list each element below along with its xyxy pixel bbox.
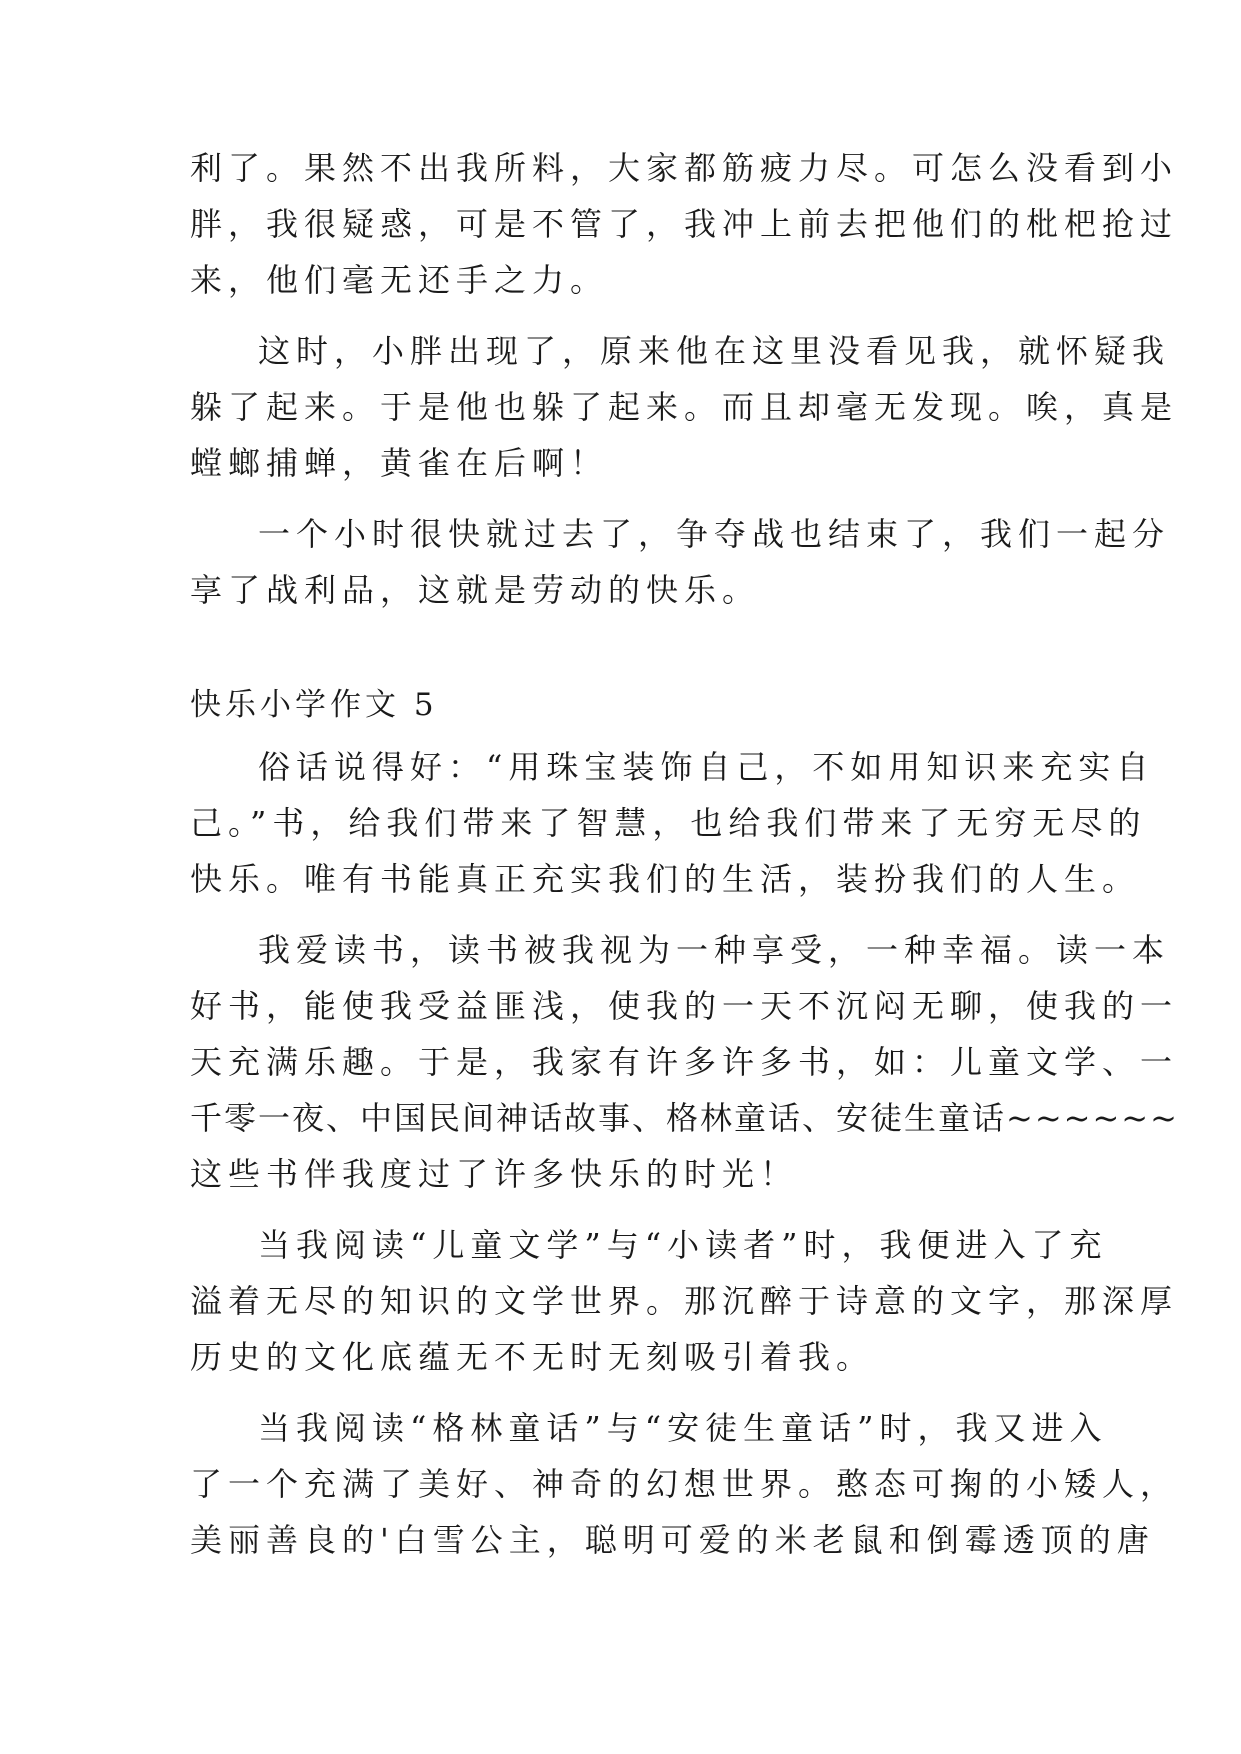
paragraph-line: 我爱读书，读书被我视为一种享受，一种幸福。读一本 (258, 931, 1171, 969)
paragraph-line: 了一个充满了美好、神奇的幻想世界。憨态可掬的小矮人， (190, 1465, 1179, 1503)
paragraph-line: 美丽善良的'白雪公主，聪明可爱的米老鼠和倒霉透顶的唐 (190, 1521, 1155, 1559)
paragraph-line: 这时，小胖出现了，原来他在这里没看见我，就怀疑我 (258, 332, 1171, 370)
paragraph-line: 来，他们毫无还手之力。 (190, 261, 609, 299)
paragraph-line: 天充满乐趣。于是，我家有许多许多书，如：儿童文学、一 (190, 1043, 1179, 1081)
paragraph-line: 躲了起来。于是他也躲了起来。而且却毫无发现。唉，真是 (190, 388, 1179, 426)
paragraph-line: 这些书伴我度过了许多快乐的时光！ (190, 1155, 799, 1193)
paragraph-line: 一个小时很快就过去了，争夺战也结束了，我们一起分 (258, 515, 1171, 553)
paragraph-line: 历史的文化底蕴无不无时无刻吸引着我。 (190, 1338, 875, 1376)
paragraph-line: 好书，能使我受益匪浅，使我的一天不沉闷无聊，使我的一 (190, 987, 1179, 1025)
paragraph-line: 俗话说得好：“用珠宝装饰自己，不如用知识来充实自 (258, 748, 1155, 786)
paragraph-line: 利了。果然不出我所料，大家都筋疲力尽。可怎么没看到小 (190, 149, 1179, 187)
paragraph-line: 溢着无尽的知识的文学世界。那沉醉于诗意的文字，那深厚 (190, 1282, 1179, 1320)
paragraph-line: 快乐。唯有书能真正充实我们的生活，装扮我们的人生。 (190, 860, 1141, 898)
paragraph-line: 己。”书，给我们带来了智慧，也给我们带来了无穷无尽的 (190, 804, 1147, 842)
section-title: 快乐小学作文 5 (190, 687, 438, 723)
paragraph-line: 当我阅读“格林童话”与“安徒生童话”时，我又进入 (258, 1409, 1108, 1447)
paragraph-line: 胖，我很疑惑，可是不管了，我冲上前去把他们的枇杷抢过 (190, 205, 1179, 243)
paragraph-line: 螳螂捕蝉，黄雀在后啊！ (190, 444, 609, 482)
paragraph-line: 当我阅读“儿童文学”与“小读者”时，我便进入了充 (258, 1226, 1108, 1264)
paragraph-line: 享了战利品，这就是劳动的快乐。 (190, 571, 761, 609)
paragraph-line: 千零一夜、中国民间神话故事、格林童话、安徒生童话~~~~~~ (190, 1099, 1179, 1137)
